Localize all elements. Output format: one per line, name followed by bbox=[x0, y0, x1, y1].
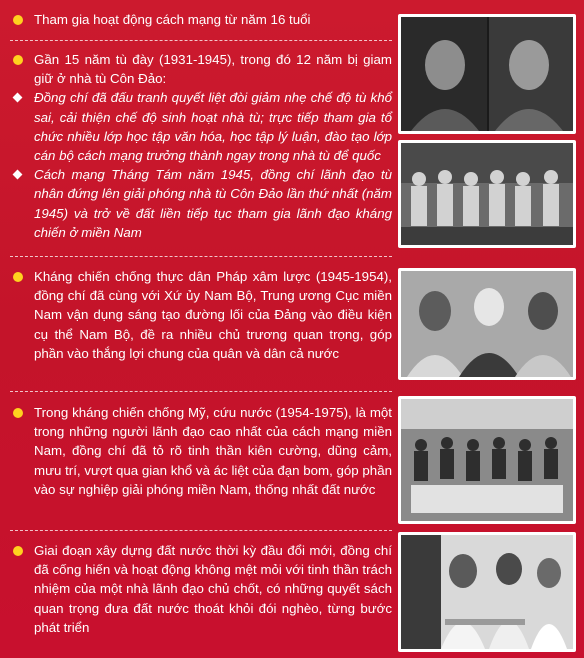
bullet-dot-icon bbox=[13, 408, 23, 418]
sub-item bbox=[10, 88, 392, 165]
section-3 bbox=[10, 267, 392, 363]
bullet-text: Gần 15 năm tù đày (1931-1945), trong đó 12 năm bị giam giữ ở nhà tù Côn Đảo: bbox=[34, 52, 392, 87]
portrait-image bbox=[401, 17, 573, 131]
photo-meeting-leaders bbox=[398, 268, 576, 380]
bullet-item bbox=[10, 10, 392, 29]
bullet-item bbox=[10, 541, 392, 637]
sub-item bbox=[10, 165, 392, 242]
bullet-item bbox=[10, 50, 392, 88]
divider bbox=[10, 530, 392, 531]
section-1 bbox=[10, 10, 392, 29]
diamond-bullet-icon bbox=[13, 170, 23, 180]
divider bbox=[10, 256, 392, 257]
divider bbox=[10, 391, 392, 392]
war-council-image bbox=[401, 399, 573, 521]
bullet-dot-icon bbox=[13, 15, 23, 25]
photo-group-prison bbox=[398, 140, 576, 248]
sub-item-text: Cách mạng Tháng Tám năm 1945, đồng chí lãnh đạo tù nhân đứng lên giải phóng nhà tù Côn Đảo lần thứ nhất (năm 1945) và trở về đất liền tiếp tục tham gia lãnh đạo kháng chiến ở miền Nam bbox=[34, 167, 392, 240]
meeting-photo-image bbox=[401, 271, 573, 377]
bullet-text: Trong kháng chiến chống Mỹ, cứu nước (1954-1975), là một trong những người lãnh đạo cao nhất của cách mạng miền Nam, đồng chí đã tỏ rõ tinh thần kiên cường, dũng cảm, mưu trí, vượt qua gian khổ và ác liệt của đạn bom, góp phần vào sự nghiệp giải phóng miền Nam, thống nhất đất nước bbox=[34, 405, 392, 497]
bullet-text: Giai đoạn xây dựng đất nước thời kỳ đầu đổi mới, đồng chí đã cống hiến và hoạt động không mệt mỏi với tinh thần trách nhiệm của một nhà lãnh đạo chủ chốt, có những quyết sách quan trọng đưa đất nước thoát khỏi đói nghèo, từng bước phát triển bbox=[34, 543, 392, 635]
sub-item-text: Đồng chí đã đấu tranh quyết liệt đòi giảm nhẹ chế độ tù khổ sai, cải thiện chế độ sinh hoạt nhà tù; trực tiếp tham gia tổ chức nhiều lớp học tập văn hóa, học tập lý luận, đào tạo lớp cán bộ cách mạng trưởng thành ngay trong nhà tù để quốc bbox=[34, 90, 392, 164]
bullet-item bbox=[10, 403, 392, 499]
section-2 bbox=[10, 50, 392, 242]
bullet-text: Tham gia hoạt động cách mạng từ năm 16 tuổi bbox=[34, 12, 311, 27]
bullet-text: Kháng chiến chống thực dân Pháp xâm lược (1945-1954), đồng chí đã cùng với Xứ ủy Nam Bộ, Trung ương Cục miền Nam vận dụng sáng tạo đường lối của Đảng vào điều kiện cụ thể Nam Bộ, đề ra nhiều chủ trương quan trọng, góp phần vào thắng lợi chung của quân và dân cả nước bbox=[34, 269, 392, 361]
diamond-bullet-icon bbox=[13, 93, 23, 103]
bullet-item bbox=[10, 267, 392, 363]
section-4 bbox=[10, 403, 392, 499]
bullet-dot-icon bbox=[13, 272, 23, 282]
section-5 bbox=[10, 541, 392, 637]
photo-war-council bbox=[398, 396, 576, 524]
photo-hospital-visit bbox=[398, 532, 576, 652]
group-photo-image bbox=[401, 143, 573, 245]
bullet-dot-icon bbox=[13, 546, 23, 556]
photo-portrait bbox=[398, 14, 576, 134]
bullet-dot-icon bbox=[13, 55, 23, 65]
divider bbox=[10, 40, 392, 41]
hospital-visit-image bbox=[401, 535, 573, 649]
